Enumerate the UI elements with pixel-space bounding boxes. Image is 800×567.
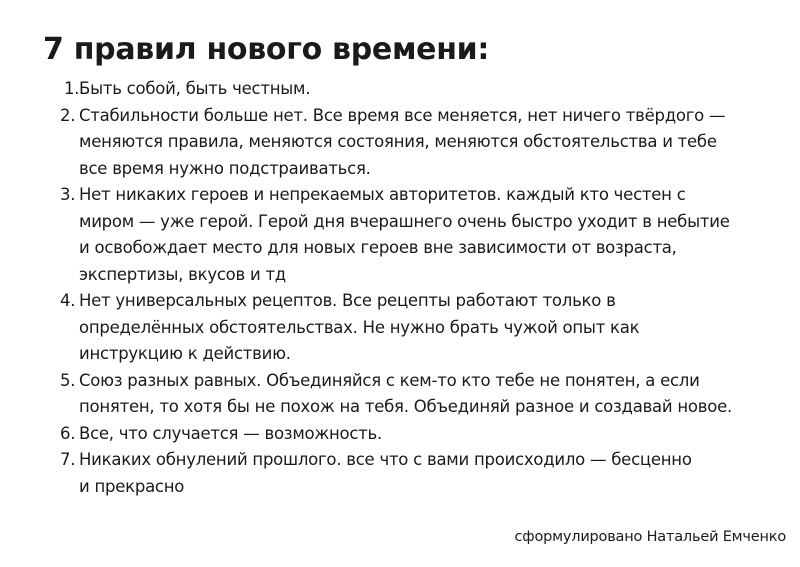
rule-text-line: экспертизы, вкусов и тд xyxy=(79,264,286,284)
rule-text-line: и прекрасно xyxy=(79,476,185,496)
rule-text-line: понятен, то хотя бы не похож на тебя. Объединяй разное и создавай новое. xyxy=(79,397,732,416)
rules-list xyxy=(60,76,780,500)
rule-text-line: Никаких обнулений прошлого. все что с вами происходило — бесценно xyxy=(79,450,692,469)
rule-text-line: Союз разных равных. Объединяйся с кем-то кто тебе не понятен, а если xyxy=(79,370,700,390)
page-title: 7 правил нового времени: xyxy=(43,32,490,67)
rule-item-6 xyxy=(60,421,780,448)
rule-text-line: меняются правила, меняются состояния, меняются обстоятельства и тебе xyxy=(79,132,717,151)
rule-number: 4. xyxy=(60,291,76,310)
rule-number: 2. xyxy=(60,105,76,125)
rule-item-1 xyxy=(60,76,780,103)
rule-number: 6. xyxy=(60,423,76,443)
rule-number: 5. xyxy=(60,370,76,390)
rule-number: 1. xyxy=(64,79,80,98)
rule-item-7 xyxy=(60,447,780,500)
rule-text-line: и освобождает место для новых героев вне зависимости от возраста, xyxy=(79,238,677,257)
rule-item-3 xyxy=(60,182,780,288)
rule-text-line: Нет никаких героев и непрекаемых авторитетов. каждый кто честен с xyxy=(79,185,686,204)
rule-item-4 xyxy=(60,288,780,368)
rule-number: 7. xyxy=(60,450,76,469)
rule-item-5 xyxy=(60,368,780,421)
rule-text-line: инструкцию к действию. xyxy=(79,344,291,363)
rule-number: 3. xyxy=(60,185,76,204)
author-credit: сформулировано Натальей Емченко xyxy=(514,529,786,545)
rule-item-2 xyxy=(60,103,780,183)
rule-text-line: Стабильности больше нет. Все время все меняется, нет ничего твёрдого — xyxy=(79,105,726,125)
rule-text-line: Быть собой, быть честным. xyxy=(79,79,311,98)
rule-text-line: все время нужно подстраиваться. xyxy=(79,158,371,178)
rule-text-line: Нет универсальных рецептов. Все рецепты работают только в xyxy=(79,291,616,310)
rule-text-line: Все, что случается — возможность. xyxy=(79,423,383,443)
rule-text-line: определённых обстоятельствах. Не нужно брать чужой опыт как xyxy=(79,317,640,337)
rule-text-line: миром — уже герой. Герой дня вчерашнего очень быстро уходит в небытие xyxy=(79,211,730,231)
